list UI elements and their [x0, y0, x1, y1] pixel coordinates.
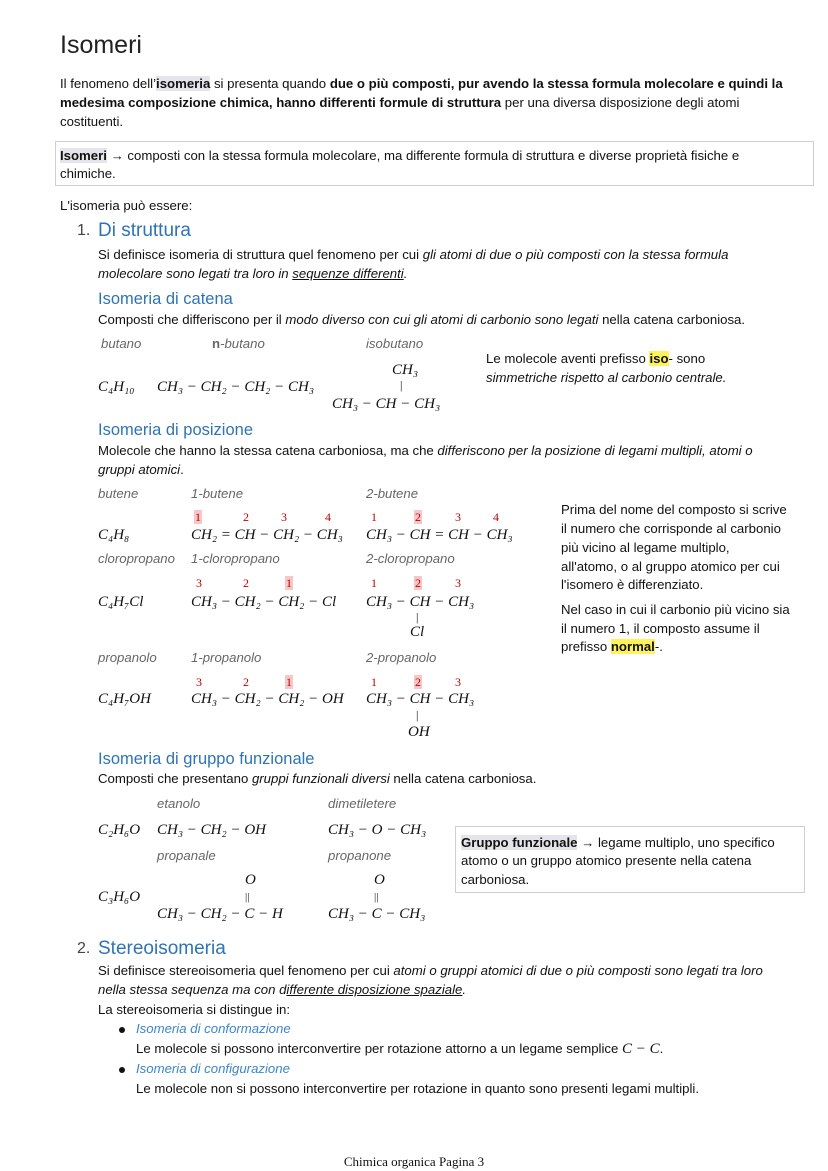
paragraph: La stereoisomeria si distingue in: — [98, 1002, 291, 1017]
structural-formula: CH₃ − CH − CH₃ — [366, 594, 475, 610]
paragraph: Si definisce isomeria di struttura quel fenomeno per cui gli atomi di due o più composti con la stessa formula — [98, 247, 729, 262]
bond: | — [400, 378, 403, 392]
section-number: 1. — [77, 222, 91, 239]
compound-label: butene — [98, 486, 139, 501]
compound-label: propanone — [328, 848, 392, 863]
subsection-title: Isomeria di posizione — [98, 421, 253, 439]
compound-label: n-butano — [212, 336, 265, 351]
intro-line-1: Il fenomeno dell’isomeria si presenta quando due o più composti, pur avendo la stessa formula molecolare e quindi la — [60, 76, 783, 91]
oxygen: O — [245, 872, 256, 888]
compound-label: propanale — [157, 848, 216, 863]
bullet-icon — [119, 1027, 125, 1033]
definition-line-2: chimiche. — [60, 166, 116, 181]
carbon-number: 1 — [371, 576, 377, 590]
carbon-number: 2 — [243, 675, 249, 689]
paragraph: Si definisce stereoisomeria quel fenomeno per cui atomi o gruppi atomici di due o più composti sono legati tra loro — [98, 963, 763, 978]
lead-text: L'isomeria può essere: — [60, 198, 193, 213]
side-note: Nel caso in cui il carbonio più vicino sia — [561, 602, 790, 617]
structural-formula: CH₃ − CH = CH − CH₃ — [366, 527, 513, 543]
compound-label: etanolo — [157, 796, 201, 811]
side-note: l'isomero è differenziato. — [561, 577, 704, 592]
double-bond: || — [245, 891, 250, 903]
definition-line: atomo o un gruppo atomico presente nella catena — [461, 853, 752, 868]
paragraph: Molecole che hanno la stessa catena carboniosa, ma che differiscono per la posizione di legami multipli, atomi o — [98, 443, 753, 458]
note: Le molecole aventi prefisso iso- sono — [486, 351, 706, 366]
subsection-title: Isomeria di catena — [98, 290, 233, 308]
structural-formula: CH₃ − CH₂ − OH — [157, 822, 267, 838]
section-title: Stereoisomeria — [98, 938, 226, 959]
carbon-number: 2 — [243, 510, 249, 524]
definition-line: carboniosa. — [461, 872, 530, 887]
compound-label: butano — [101, 336, 142, 351]
compound-label: cloropropano — [98, 551, 175, 566]
structural-formula: CH₂ = CH − CH₂ − CH₃ — [191, 527, 343, 543]
molecular-formula: C₄H₁₀ — [98, 379, 135, 395]
compound-label: 2-cloropropano — [366, 551, 455, 566]
compound-label: 1-cloropropano — [191, 551, 280, 566]
compound-label: propanolo — [98, 650, 157, 665]
molecular-formula: C₄H₈ — [98, 527, 130, 543]
structural-formula: CH₃ — [392, 362, 419, 378]
structural-formula: CH₃ − CH₂ − CH₂ − Cl — [191, 594, 337, 610]
definition-line-1: Isomeri → composti con la stessa formula molecolare, ma differente formula di struttura e diverse proprietà fisiche e — [60, 148, 740, 163]
paragraph: nella stessa sequenza ma con differente disposizione spaziale. — [98, 982, 467, 997]
side-note: il numero 1, il composto assume il — [561, 621, 760, 636]
carbon-number: 3 — [455, 576, 461, 590]
compound-label: dimetiletere — [328, 796, 397, 811]
bond: | — [416, 610, 419, 624]
side-note: Prima del nome del composto si scrive — [561, 502, 787, 517]
substituent: OH — [408, 724, 430, 740]
oxygen: O — [374, 872, 385, 888]
structural-formula: CH₃ − CH₂ − CH₂ − OH — [191, 691, 344, 707]
structural-formula: CH₃ − CH₂ − C − H — [157, 906, 283, 922]
bond: | — [416, 708, 419, 722]
intro-line-2: medesima composizione chimica, hanno differenti formule di struttura per una diversa disposizione degli atomi — [60, 95, 740, 110]
side-note: più vicino al legame multiplo, — [561, 540, 730, 555]
structural-formula: CH₃ − CH₂ − CH₂ − CH₃ — [157, 379, 315, 395]
structural-formula: CH₃ − CH − CH₃ — [366, 691, 475, 707]
compound-label: 1-butene — [191, 486, 244, 501]
list-item-title: Isomeria di configurazione — [136, 1061, 290, 1076]
definition-line: Gruppo funzionale → legame multiplo, uno specifico — [461, 835, 775, 850]
note: simmetriche rispetto al carbonio centrale. — [486, 370, 727, 385]
page-footer: Chimica organica Pagina 3 — [343, 1154, 485, 1169]
carbon-number: 2 — [415, 576, 421, 590]
section-number: 2. — [77, 940, 91, 957]
carbon-number: 4 — [493, 510, 499, 524]
list-item-text: Le molecole non si possono interconvertire per rotazione in quanto sono presenti legami multipli. — [136, 1081, 699, 1096]
compound-label: 1-propanolo — [191, 650, 262, 665]
paragraph: molecolare sono legati tra loro in sequenze differenti. — [98, 266, 408, 281]
section-title: Di struttura — [98, 220, 191, 241]
carbon-number: 3 — [196, 675, 202, 689]
list-item-title: Isomeria di conformazione — [136, 1021, 291, 1036]
carbon-number: 3 — [196, 576, 202, 590]
side-note: il numero che corrisponde al carbonio — [561, 521, 781, 536]
carbon-number: 2 — [243, 576, 249, 590]
carbon-number: 3 — [455, 510, 461, 524]
compound-label: isobutano — [366, 336, 424, 351]
subsection-title: Isomeria di gruppo funzionale — [98, 750, 315, 768]
structural-formula: CH₃ − C − CH₃ — [328, 906, 426, 922]
compound-label: 2-butene — [366, 486, 419, 501]
double-bond: || — [374, 891, 379, 903]
carbon-number: 1 — [286, 576, 292, 590]
carbon-number: 3 — [455, 675, 461, 689]
carbon-number: 1 — [286, 675, 292, 689]
compound-label: 2-propanolo — [366, 650, 437, 665]
molecular-formula: C₄H₇OH — [98, 691, 151, 707]
carbon-number: 2 — [415, 675, 421, 689]
structural-formula: CH₃ − O − CH₃ — [328, 822, 427, 838]
bullet-icon — [119, 1067, 125, 1073]
carbon-number: 1 — [195, 510, 201, 524]
substituent: Cl — [410, 624, 425, 640]
carbon-number: 4 — [325, 510, 331, 524]
page-title: Isomeri — [60, 31, 142, 59]
list-item-text: Le molecole si possono interconvertire per rotazione attorno a un legame semplice C − C. — [136, 1041, 664, 1057]
molecular-formula: C₄H₇Cl — [98, 594, 144, 610]
carbon-number: 1 — [371, 510, 377, 524]
structural-formula: CH₃ − CH − CH₃ — [332, 396, 441, 412]
side-note: prefisso normal-. — [561, 639, 663, 654]
carbon-number: 2 — [415, 510, 421, 524]
molecular-formula: C₂H₆O — [98, 822, 141, 838]
molecular-formula: C₃H₆O — [98, 889, 141, 905]
paragraph: gruppi atomici. — [98, 462, 184, 477]
intro-line-3: costituenti. — [60, 114, 124, 129]
paragraph: Composti che presentano gruppi funzionali diversi nella catena carboniosa. — [98, 771, 537, 786]
side-note: all'atomo, o al gruppo atomico per cui — [561, 559, 780, 574]
carbon-number: 3 — [281, 510, 287, 524]
carbon-number: 1 — [371, 675, 377, 689]
paragraph: Composti che differiscono per il modo diverso con cui gli atomi di carbonio sono legati nella catena carboniosa. — [98, 312, 746, 327]
